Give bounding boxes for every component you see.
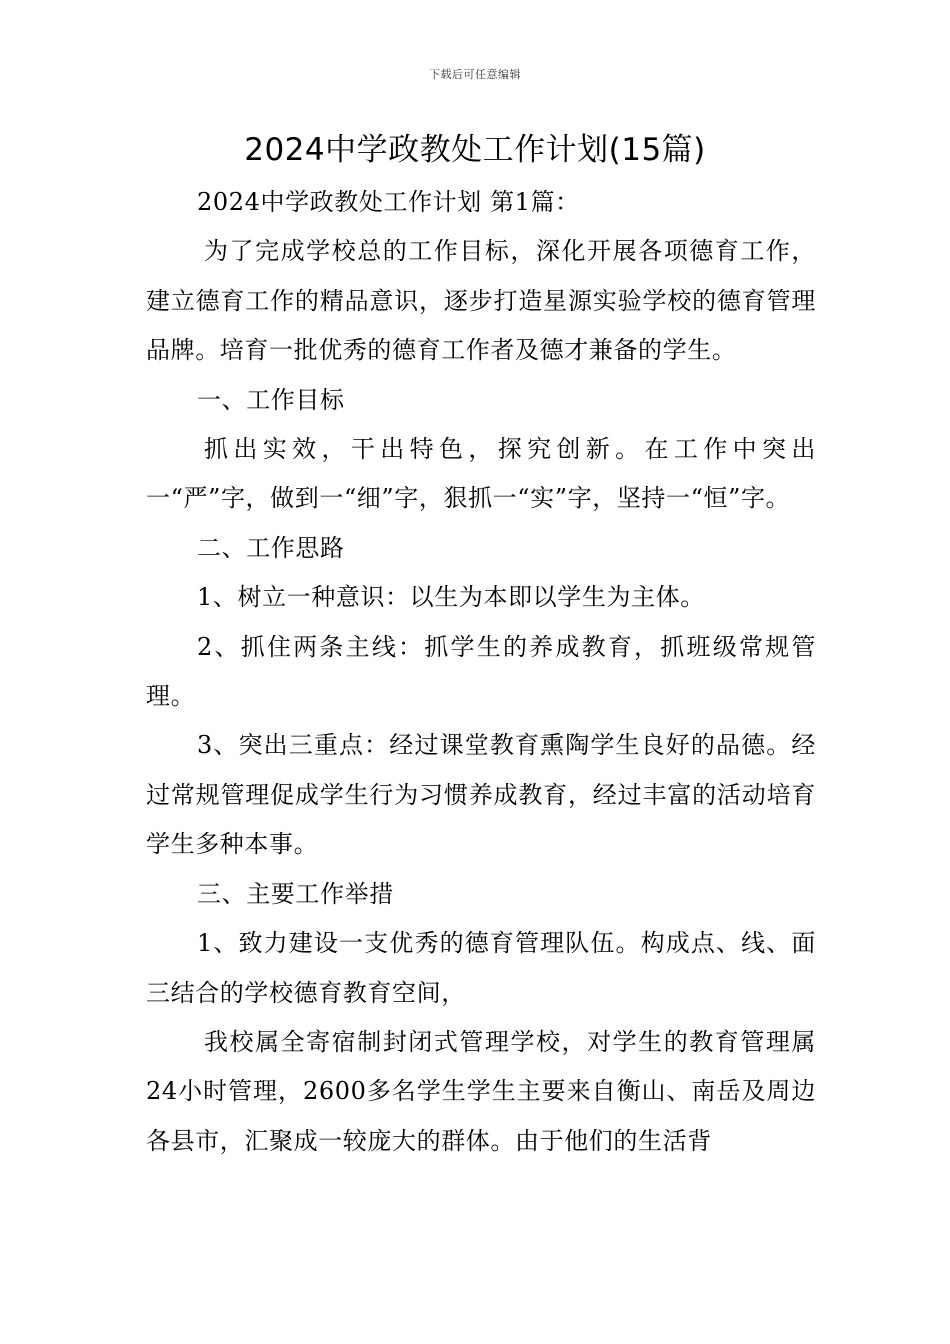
section-heading-measures: 三、主要工作举措 [197,879,394,908]
section-heading-article-1: 2024中学政教处工作计划 第1篇： [197,188,580,216]
document-body [146,178,816,1166]
list-item-approach-2: 2、抓住两条主线：抓学生的养成教育，抓班级常规管理。 [146,632,816,711]
section-heading-goals: 一、工作目标 [197,385,345,414]
body-paragraph-intro: 为了完成学校总的工作目标，深化开展各项德育工作，建立德育工作的精品意识，逐步打造星源实验学校的德育管理品牌。培育一批优秀的德育工作者及德才兼备的学生。 [146,237,816,365]
document-title: 2024中学政教处工作计划(15篇) [244,132,706,168]
section-heading-approach: 二、工作思路 [197,533,345,562]
body-paragraph-goals: 抓出实效，干出特色，探究创新。在工作中突出一“严”字，做到一“细”字，狠抓一“实”字，坚持一“恒”字。 [146,435,816,513]
header-note: 下载后可任意编辑 [429,68,521,81]
list-item-measures-1: 1、致力建设一支优秀的德育管理队伍。构成点、线、面三结合的学校德育教育空间， [146,929,816,1007]
body-paragraph-boarding: 我校属全寄宿制封闭式管理学校，对学生的教育管理属24小时管理，2600多名学生学生主要来自衡山、南岳及周边各县市，汇聚成一较庞大的群体。由于他们的生活背 [146,1027,816,1155]
list-item-approach-3: 3、突出三重点：经过课堂教育熏陶学生良好的品德。经过常规管理促成学生行为习惯养成教育，经过丰富的活动培育学生多种本事。 [146,731,816,859]
list-item-approach-1: 1、树立一种意识：以生为本即以学生为主体。 [197,583,705,612]
